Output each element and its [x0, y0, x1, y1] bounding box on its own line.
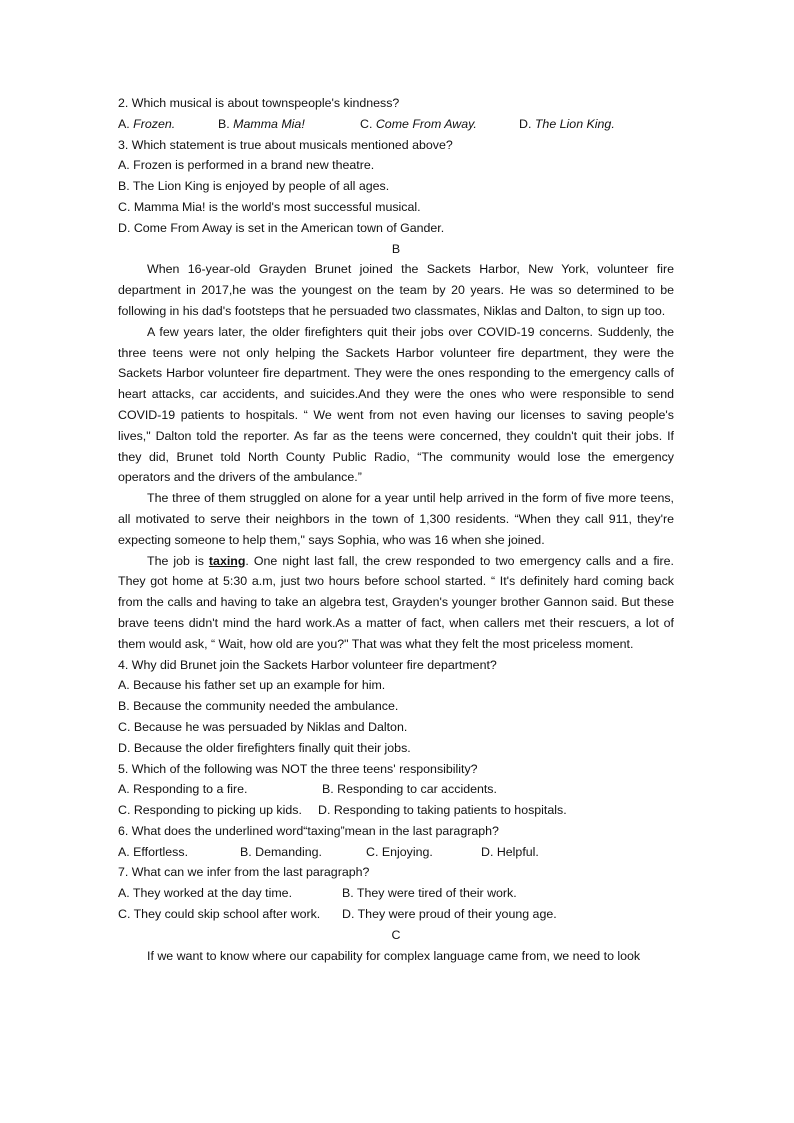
- option-c: C. They could skip school after work.: [118, 907, 321, 922]
- question-7-options-row-2: [118, 904, 674, 925]
- question-3-stem: 3. Which statement is true about musicals mentioned above?: [118, 137, 453, 152]
- option-a: A. Effortless.: [118, 844, 189, 859]
- option-b: B. Responding to car accidents.: [322, 782, 497, 797]
- option-c: C. Responding to picking up kids.: [118, 803, 302, 818]
- option-c: C. Come From Away.: [360, 116, 477, 131]
- option-a: A. Because his father set up an example for him.: [118, 678, 386, 693]
- option-b: B. Mamma Mia!: [218, 116, 305, 131]
- document-page: [118, 93, 674, 966]
- question-2-options: [118, 114, 674, 135]
- underlined-word: taxing: [208, 553, 246, 568]
- question-5-options-row-1: [118, 779, 674, 800]
- option-b: B. Because the community needed the ambulance.: [118, 699, 399, 714]
- section-c-heading: C: [391, 927, 401, 942]
- passage-c-paragraph-1: If we want to know where our capability for complex language came from, we need to look: [147, 948, 641, 963]
- option-a: A. Frozen.: [118, 116, 176, 131]
- option-b: B. The Lion King is enjoyed by people of all ages.: [118, 179, 390, 194]
- question-5-options-row-2: [118, 800, 674, 821]
- question-5-stem: 5. Which of the following was NOT the three teens' responsibility?: [118, 761, 478, 776]
- option-a: A. Responding to a fire.: [118, 782, 248, 797]
- option-d: D. Come From Away is set in the American town of Gander.: [118, 220, 445, 235]
- option-d: D. The Lion King.: [519, 116, 615, 131]
- option-d: D. They were proud of their young age.: [342, 907, 557, 922]
- option-b: B. Demanding.: [240, 844, 322, 859]
- option-a: A. Frozen is performed in a brand new theatre.: [118, 158, 375, 173]
- option-d: D. Helpful.: [481, 844, 539, 859]
- passage-b-paragraph-3: The three of them struggled on alone for a year until help arrived in the form of five more teens, all motivated to serve their neighbors in the town of 1,300 residents. “When they call 911, they're expecting someone to help them," says Sophia, who was 16 when she joined.: [118, 491, 674, 547]
- question-7-stem: 7. What can we infer from the last paragraph?: [118, 865, 370, 880]
- question-7-options-row-1: [118, 883, 674, 904]
- option-c: C. Because he was persuaded by Niklas and Dalton.: [118, 719, 408, 734]
- question-2-stem: 2. Which musical is about townspeople's kindness?: [118, 96, 400, 110]
- question-6-stem: 6. What does the underlined word“taxing”mean in the last paragraph?: [118, 823, 499, 838]
- option-d: D. Responding to taking patients to hospitals.: [318, 803, 567, 818]
- option-b: B. They were tired of their work.: [342, 886, 517, 901]
- passage-b-paragraph-1: When 16-year-old Grayden Brunet joined the Sackets Harbor, New York, volunteer fire department in 2017,he was the youngest on the team by 20 years. He was so determined to be following in his dad's footsteps that he persuaded two classmates, Niklas and Dalton, to sign up too.: [118, 262, 674, 318]
- option-c: C. Mamma Mia! is the world's most successful musical.: [118, 199, 421, 214]
- section-b-heading: B: [391, 241, 401, 256]
- option-d: D. Because the older firefighters finally quit their jobs.: [118, 740, 411, 755]
- option-c: C. Enjoying.: [366, 844, 433, 859]
- passage-b-paragraph-2: A few years later, the older firefighters quit their jobs over COVID-19 concerns. Suddenly, the three teens were not only helping the Sackets Harbor volunteer fire department, they were the Sackets Harbor volunteer fire department. They were the ones responding to the emergency calls of heart attacks, car accidents, and suicides.And they were the ones who were responsible to send COVID-19 patients to hospitals. “ We went from not even having our licenses to saving people's lives," Dalton told the reporter. As far as the teens were concerned, they couldn't quit their jobs. If they did, Brunet told North County Public Radio, “The community would lose the emergency operators and the drivers of the ambulance.”: [118, 324, 674, 485]
- question-4-stem: 4. Why did Brunet join the Sackets Harbor volunteer fire department?: [118, 657, 497, 672]
- option-a: A. They worked at the day time.: [118, 886, 293, 901]
- passage-b-paragraph-4: The job is taxing. One night last fall, the crew responded to two emergency calls and a fire. They got home at 5:30 a.m, just two hours before school started. “ It's definitely hard coming back from the calls and having to take an algebra test, Grayden's younger brother Gannon said. But these brave teens didn't mind the hard work.As a matter of fact, when callers met their rescuers, a lot of them would ask, “ Wait, how old are you?" That was what they felt the most priceless moment.: [118, 553, 674, 651]
- question-6-options: [118, 842, 674, 863]
